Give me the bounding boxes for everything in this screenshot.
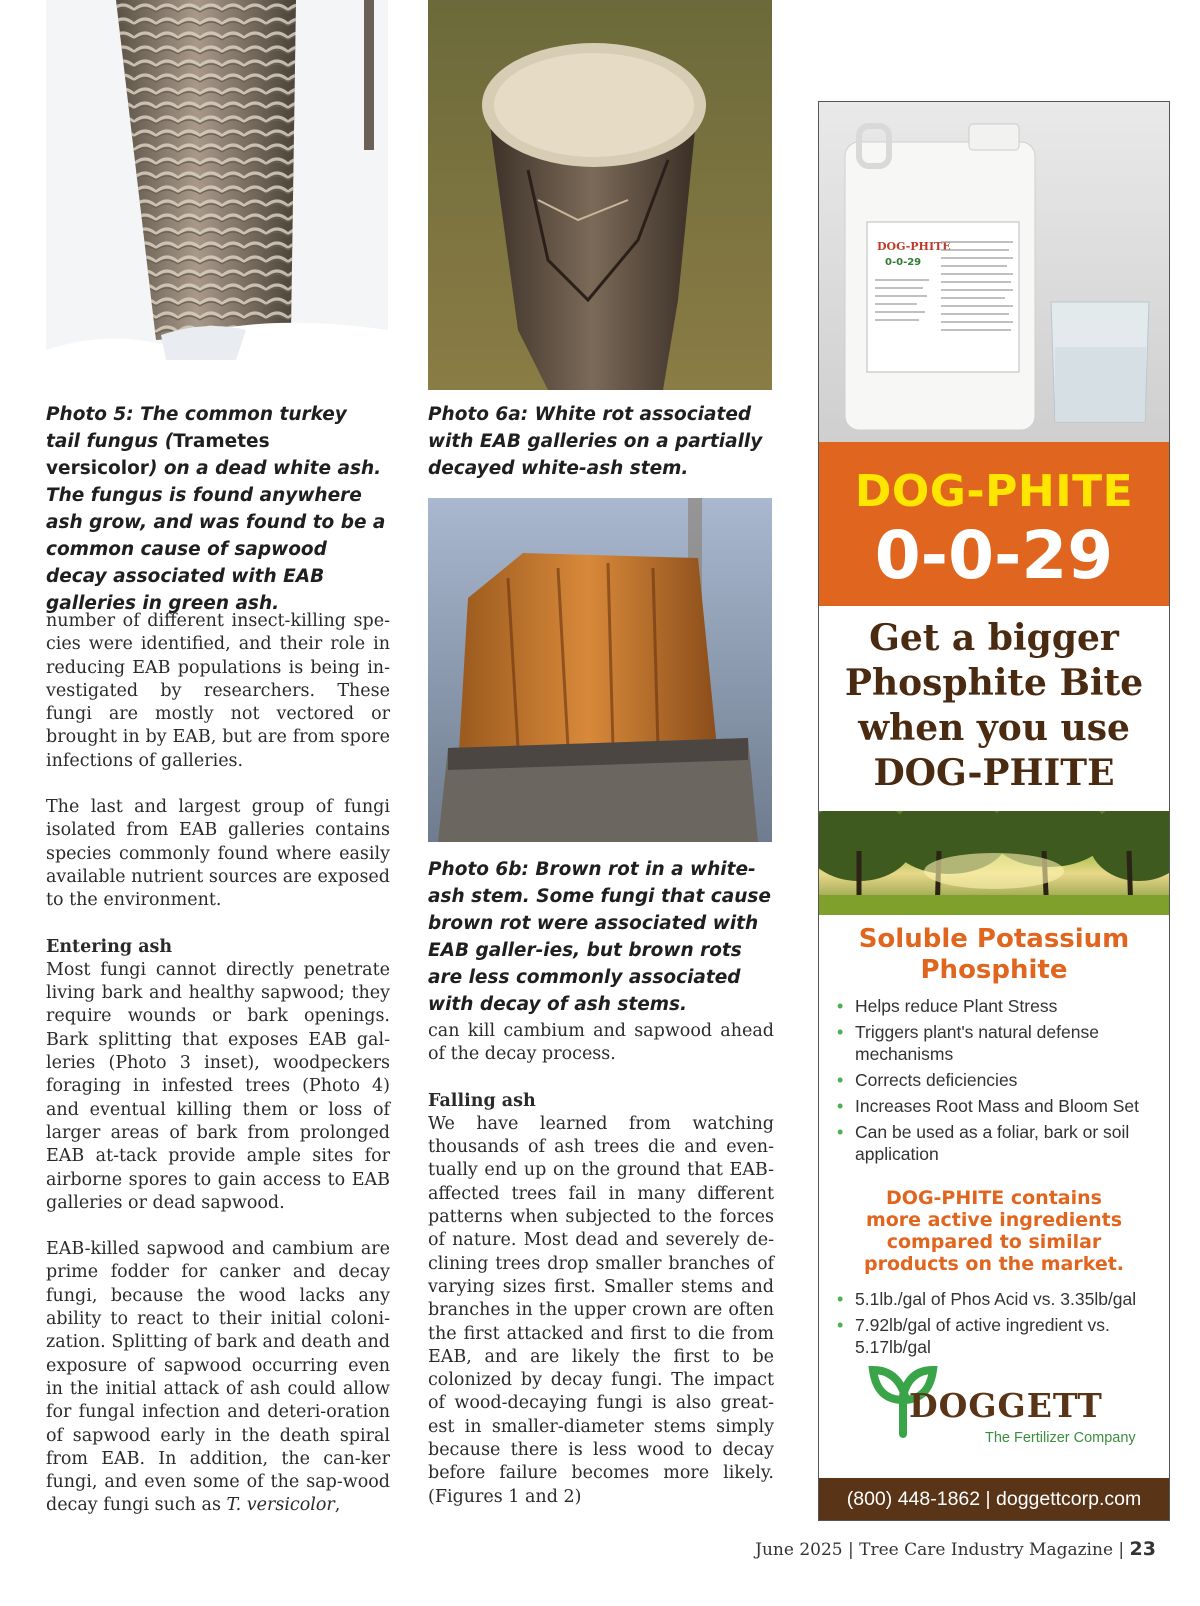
photo-6a-caption xyxy=(428,401,774,482)
section-heading-entering-ash: Entering ash xyxy=(46,936,173,957)
photo-5-caption-species: Trametes versicolor xyxy=(46,431,270,479)
col1-paragraph-1: number of different insect-killing spe-cies were identified, and their role in reducing EAB populations is being in-vestigated by researchers. These fungi are mostly not vectored or brought in by EAB, but are from spore infections of galleries. xyxy=(46,611,390,771)
photo-6a-white-rot xyxy=(428,0,772,390)
doggett-tagline: The Fertilizer Company xyxy=(985,1430,1136,1446)
ad-comparison-item: • 7.92lb/gal of active ingredient vs. 5.17lb/gal xyxy=(837,1314,1155,1358)
photo-6b-caption-text: Photo 6b: Brown rot in a white-ash stem. Some fungi that cause brown rot were associated with EAB galler-ies, but brown rots are less commonly associated with decay of ash stems. xyxy=(428,859,771,1015)
ad-headline-line: Phosphite Bite xyxy=(844,662,1144,704)
page-number: 23 xyxy=(1129,1538,1156,1560)
ad-product-photo xyxy=(819,102,1169,442)
ad-subheading-line: Phosphite xyxy=(920,955,1068,985)
ad-headline-line: Get a bigger xyxy=(869,617,1119,659)
col1-paragraph-4-end: , xyxy=(334,1495,341,1516)
ad-benefit-item: • Can be used as a foliar, bark or soil application xyxy=(837,1121,1155,1165)
ad-brand-name: DOG-PHITE xyxy=(854,466,1134,517)
col1-paragraph-2: The last and largest group of fungi isolated from EAB galleries contains species commonly found where easily available nutrient sources are exposed to the environment. xyxy=(46,797,390,911)
col1-paragraph-4-species: T. versicolor xyxy=(226,1495,335,1516)
photo-6b-caption xyxy=(428,856,776,1018)
ad-contains-line: compared to similar xyxy=(886,1231,1102,1253)
ad-forest-photo xyxy=(819,811,1169,915)
ad-contains-line: more active ingredients xyxy=(865,1209,1123,1231)
ad-benefit-item: • Helps reduce Plant Stress xyxy=(837,995,1155,1017)
photo-5-caption-rest: ) on a dead white ash. The fungus is found anywhere ash grow, and was found to be a common cause of sapwood decay associated with EAB galleries in green ash. xyxy=(46,458,386,614)
article-column-1 xyxy=(46,610,390,1518)
ad-contact-text[interactable]: (800) 448-1862 | doggettcorp.com xyxy=(846,1488,1142,1510)
photo-5-caption xyxy=(46,401,386,617)
col1-paragraph-4-text: EAB-killed sapwood and cambium are prime fodder for canker and decay fungi, because the wood lacks any ability to react to their initial coloni-zation. Splitting of bark and death and exposure of sapwood occurring even in the initial attack of ash could allow for fungal infection and deteri-oration of sapwood early in the death spiral from EAB. In addition, the can-ker fungi, and even some of the sap-wood decay fungi such as xyxy=(46,1239,390,1516)
ad-subheading-line: Soluble Potassium xyxy=(858,924,1130,954)
ad-headline-line: when you use xyxy=(858,707,1130,749)
ad-contains-line: DOG-PHITE contains xyxy=(886,1187,1102,1209)
ad-benefit-item: • Triggers plant's natural defense mechanisms xyxy=(837,1021,1155,1065)
ad-comparison-item: • 5.1lb./gal of Phos Acid vs. 3.35lb/gal xyxy=(837,1288,1155,1310)
ad-benefit-item: • Corrects deficiencies xyxy=(837,1069,1155,1091)
dog-phite-advertisement[interactable] xyxy=(818,101,1170,1521)
ad-contains-line: products on the market. xyxy=(863,1253,1125,1275)
photo-5-turkey-tail xyxy=(46,0,388,380)
ad-comparison-list xyxy=(837,1288,1155,1362)
photo-6a-caption-text: Photo 6a: White rot associated with EAB galleries on a partially decayed white-ash stem. xyxy=(428,404,763,479)
section-heading-falling-ash: Falling ash xyxy=(428,1090,536,1111)
col2-paragraph-1: can kill cambium and sapwood ahead of the decay process. xyxy=(428,1021,774,1065)
article-column-2 xyxy=(428,1020,774,1509)
page-footer xyxy=(755,1538,1156,1560)
ad-contains-callout xyxy=(819,1187,1169,1275)
jug-label-grade: 0-0-29 xyxy=(885,257,922,268)
doggett-company-name: DOGGETT xyxy=(909,1386,1103,1425)
col2-paragraph-2: We have learned from watching thousands of ash trees die and even-tually end up on the ground that EAB-affected trees fail in many different patterns when subjected to the forces of nature. Most dead and severely de-clining trees drop smaller branches of varying sizes first. Smaller stems and branches in the upper crown are often the first attacked and first to die from EAB, and are likely the first to be colonized by decay fungi. The impact of wood-decaying fungi is also great-est in smaller-diameter stems simply because there is less wood to decay before failure becomes more likely. (Figures 1 and 2) xyxy=(428,1113,774,1507)
col1-paragraph-4 xyxy=(46,1238,390,1518)
ad-benefits-list xyxy=(837,995,1155,1169)
ad-benefit-item: • Increases Root Mass and Bloom Set xyxy=(837,1095,1155,1117)
ad-brand-grade: 0-0-29 xyxy=(874,517,1114,594)
ad-headline xyxy=(819,616,1169,796)
col1-paragraph-3: Most fungi cannot directly penetrate living bark and healthy sapwood; they require wounds or bark openings. Bark splitting that exposes EAB gal-leries (Photo 3 inset), woodpeckers foraging in infested trees (Photo 4) and eventual killing them or loss of larger areas of bark from prolonged EAB at-tack provide ample sites for airborne spores to gain access to EAB galleries or dead sapwood. xyxy=(46,959,390,1213)
ad-subheading xyxy=(819,924,1169,986)
ad-brand-banner xyxy=(819,442,1169,606)
ad-contact-bar[interactable] xyxy=(819,1478,1169,1520)
photo-5-caption-lead: Photo 5: The common turkey tail fungus ( xyxy=(46,404,347,452)
product-jug-illustration xyxy=(819,102,1169,442)
doggett-logo xyxy=(867,1360,1157,1460)
footer-issue: June 2025 | Tree Care Industry Magazine | xyxy=(755,1540,1125,1560)
jug-label-brand: DOG-PHITE xyxy=(877,240,951,253)
photo-6b-brown-rot xyxy=(428,498,772,842)
ad-headline-line: DOG-PHITE xyxy=(873,752,1115,794)
